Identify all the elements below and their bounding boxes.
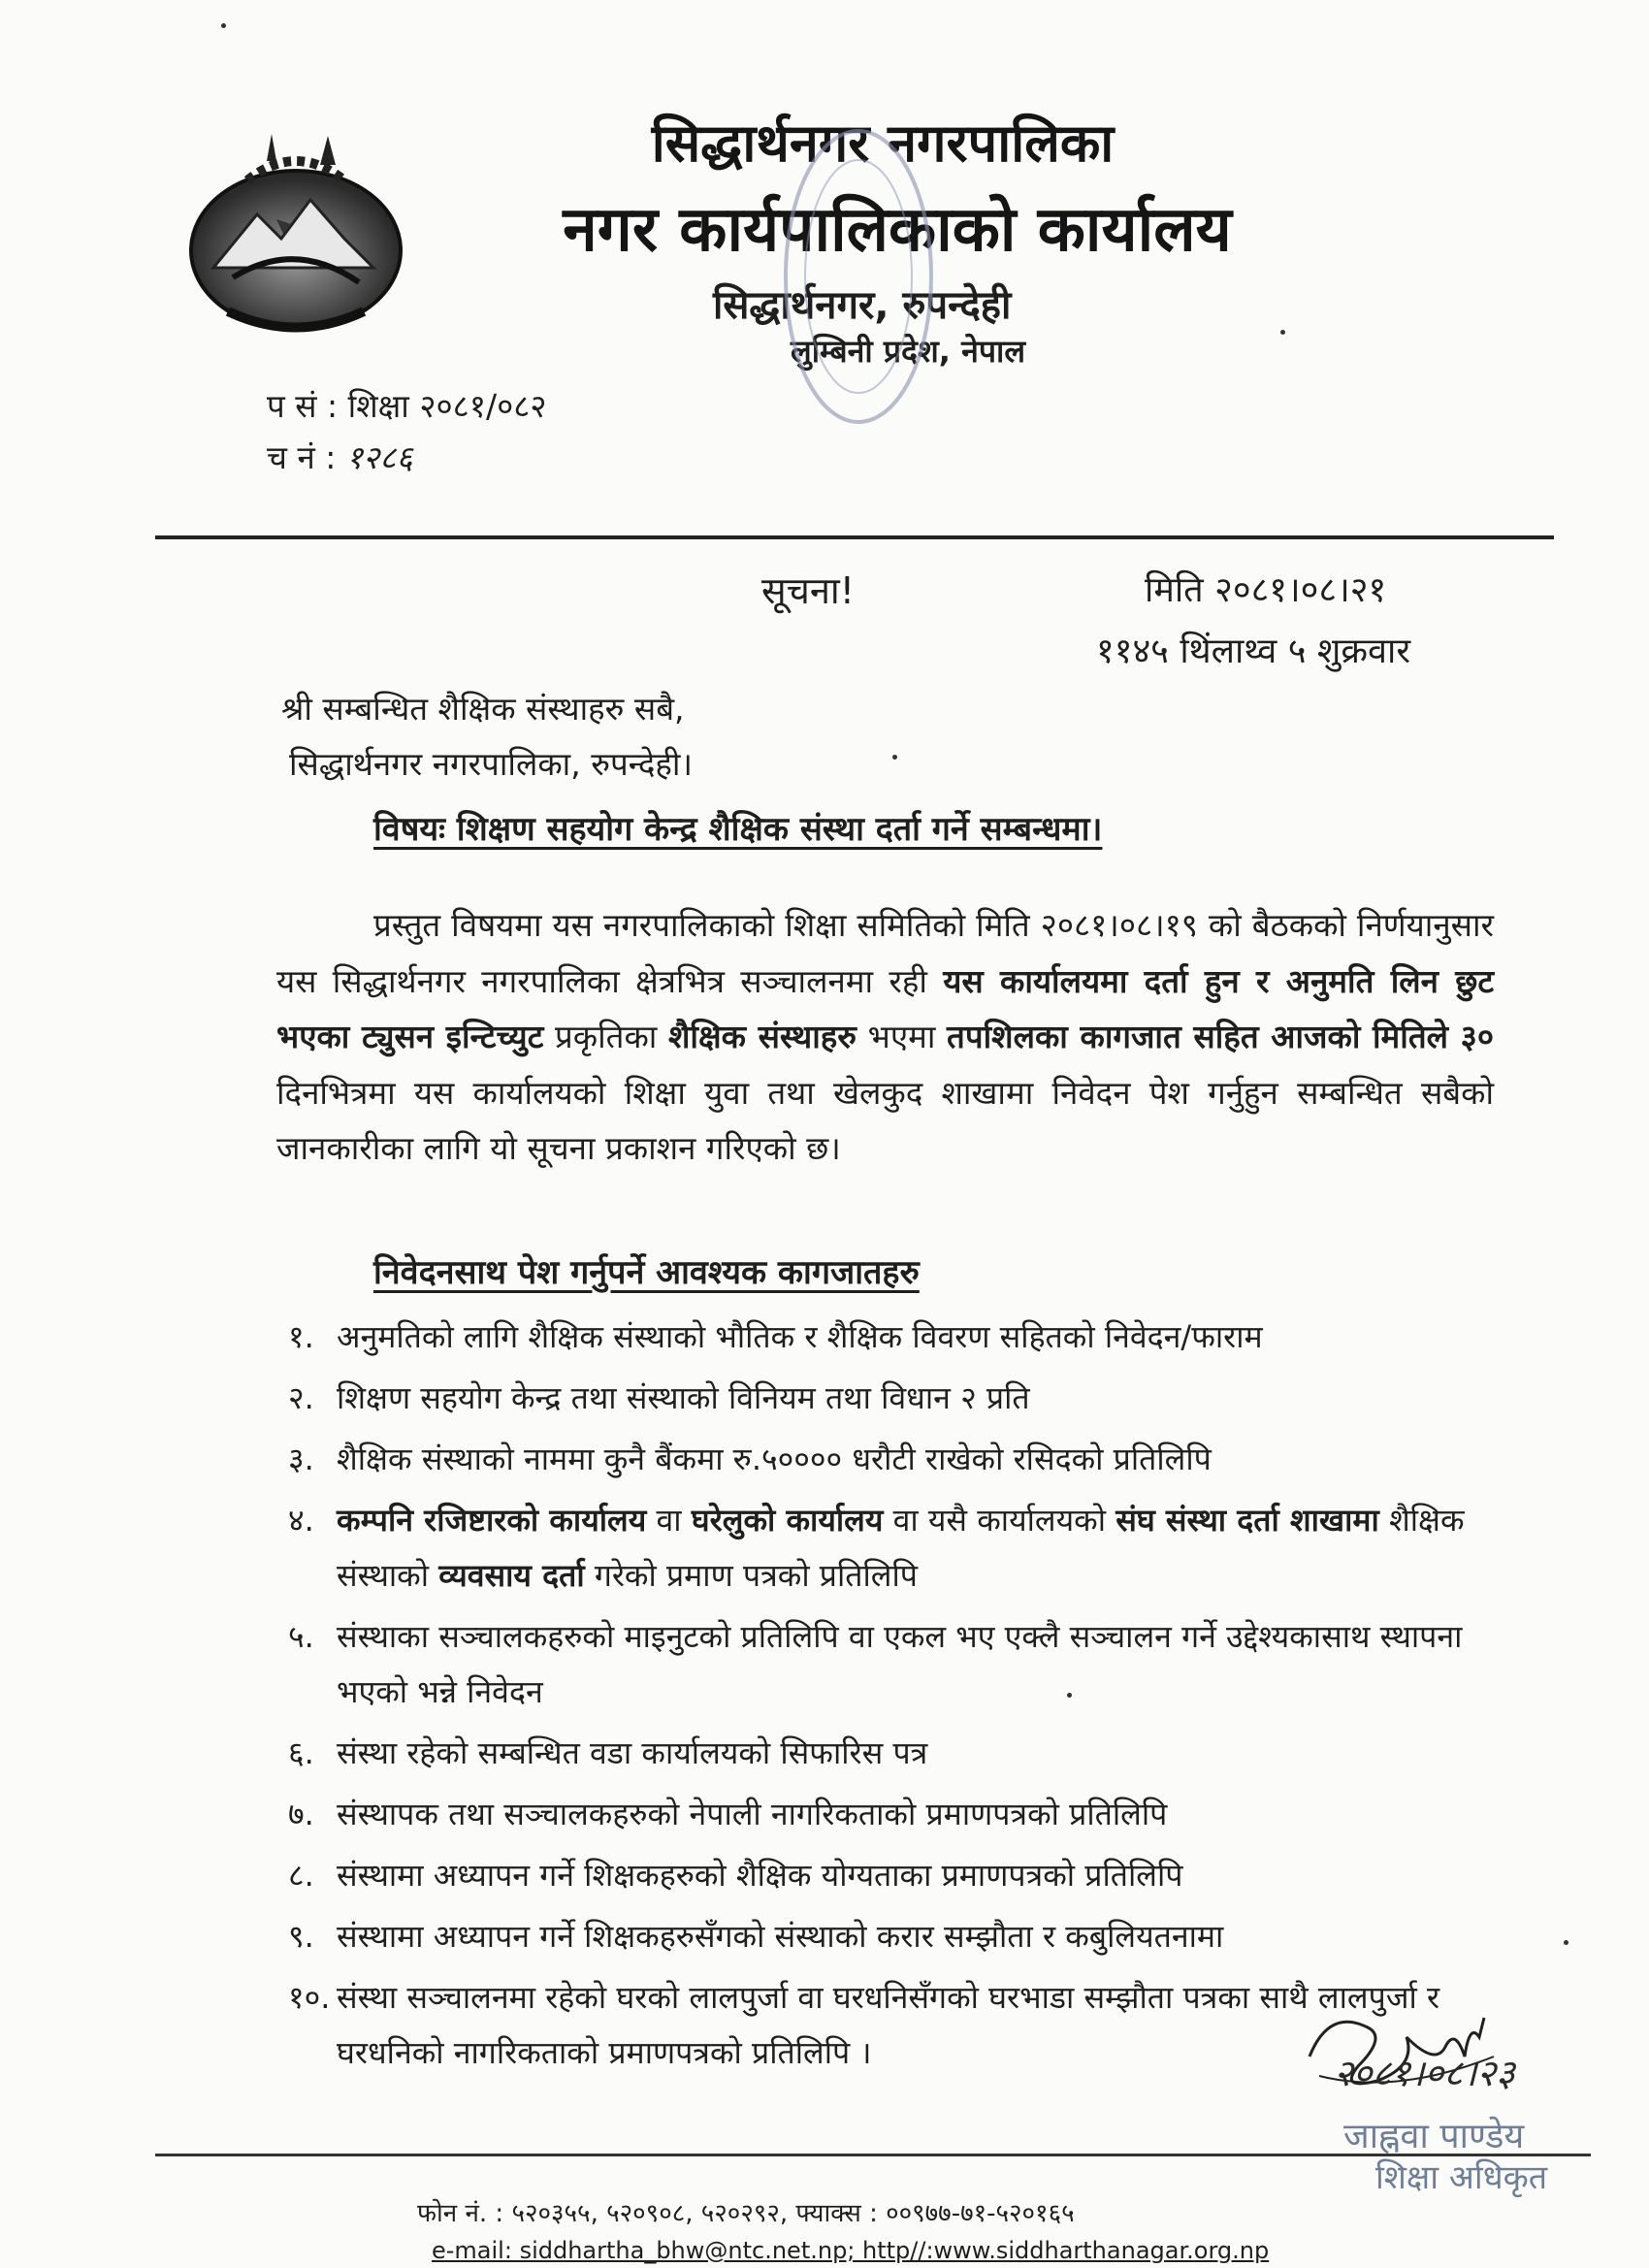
reference-cn xyxy=(267,435,413,478)
list-item-number: ७. xyxy=(288,1796,314,1832)
list-item xyxy=(288,1371,1496,1426)
list-item xyxy=(288,1493,1496,1604)
scan-speck xyxy=(1067,1693,1072,1698)
list-item xyxy=(288,1787,1496,1842)
list-item-bold: व्यवसाय दर्ता xyxy=(438,1557,585,1594)
scan-speck xyxy=(1564,1940,1568,1945)
office-province: लुम्बिनी प्रदेश, नेपाल xyxy=(791,333,1026,370)
body-paragraph xyxy=(276,897,1494,1177)
body-text-3: भएमा xyxy=(857,1018,948,1055)
list-item-text: संस्था सञ्चालनमा रहेको घरको लालपुर्जा वा घरधनिसँगको घरभाडा सम्झौता पत्रका साथै लालपुर्जा र घरधनिको नागरिकताको प्रमाणपत्रको प्रतिलिपि । xyxy=(337,1979,1440,2071)
subject-line: विषयः शिक्षण सहयोग केन्द्र शैक्षिक संस्था दर्ता गर्ने सम्बन्धमा। xyxy=(373,810,1103,849)
scan-speck xyxy=(892,755,897,760)
signatory-title: शिक्षा अधिकृत xyxy=(1375,2158,1548,2197)
body-bold-2: शैक्षिक संस्थाहरु xyxy=(667,1018,857,1055)
list-item-text: संस्थाका सञ्चालकहरुको माइनुटको प्रतिलिपि वा एकल भए एक्लै सञ्चालन गर्ने उद्देश्यकासाथ स्थापना भएको भन्ने निवेदन xyxy=(337,1618,1463,1710)
list-item-text: संस्था रहेको सम्बन्धित वडा कार्यालयको सिफारिस पत्र xyxy=(337,1734,928,1771)
list-item-bold: संघ संस्था दर्ता शाखामा xyxy=(1116,1502,1379,1539)
list-item-text: शैक्षिक संस्थाको नाममा कुनै बैंकमा रु.५०००० धरौटी राखेको रसिदको प्रतिलिपि xyxy=(337,1441,1212,1477)
list-item-text: गरेको प्रमाण पत्रको प्रतिलिपि xyxy=(584,1557,918,1594)
list-item-number: २. xyxy=(288,1379,314,1416)
notice-date: मिति २०८१।०८।२१ xyxy=(1145,570,1387,610)
notice-title: सूचना! xyxy=(761,569,855,612)
documents-list xyxy=(288,1310,1496,2081)
list-item-number: १०. xyxy=(288,1979,331,2016)
notice-date-nepal-sambat: ११४५ थिंलाथ्व ५ शुक्रवार xyxy=(1096,632,1411,671)
list-item-number: ३. xyxy=(288,1441,314,1477)
list-item-bold: घरेलुको कार्यालय xyxy=(691,1502,884,1539)
footer-contact: फोन नं. : ५२०३५५, ५२०९०८, ५२०२९२, फ्याक्स : ००९७७-७१-५२०१६५ xyxy=(417,2199,1075,2228)
list-item-number: ८. xyxy=(288,1857,314,1894)
body-text-2: प्रकृतिका xyxy=(543,1018,668,1055)
reference-ps xyxy=(267,383,547,427)
list-item xyxy=(288,1909,1496,1964)
municipality-name: सिद्धार्थनगर नगरपालिका xyxy=(651,113,1115,174)
body-bold-3: तपशिलका कागजात सहित आजको मितिले ३० xyxy=(947,1018,1494,1055)
list-item-number: ९. xyxy=(288,1918,314,1955)
list-item-number: ६. xyxy=(288,1734,314,1771)
list-item-text: संस्थामा अध्यापन गर्ने शिक्षकहरुसँगको संस्थाको करार सम्झौता र कबुलियतनामा xyxy=(337,1918,1224,1955)
list-item-text: शिक्षण सहयोग केन्द्र तथा संस्थाको विनियम तथा विधान २ प्रति xyxy=(337,1379,1030,1416)
list-item-bold: कम्पनि रजिष्टारको कार्यालय xyxy=(337,1502,647,1539)
list-item-text: संस्थापक तथा सञ्चालकहरुको नेपाली नागरिकताको प्रमाणपत्रको प्रतिलिपि xyxy=(337,1796,1168,1832)
office-location: सिद्धार्थनगर, रुपन्देही xyxy=(713,283,1012,328)
body-bold-1: यस कार्यालयमा दर्ता हुन र अनुमति लिन छुट भएका ट्युसन इन्टिच्युट xyxy=(276,961,1494,1055)
scan-speck xyxy=(221,23,226,28)
header-divider xyxy=(155,535,1554,539)
footer-web: e-mail: siddhartha_bhw@ntc.net.np; http//:www.siddharthanagar.org.np xyxy=(432,2237,1270,2264)
cn-label: च नं : xyxy=(267,438,337,476)
ps-label: प सं : xyxy=(267,387,339,425)
documents-title: निवेदनसाथ पेश गर्नुपर्ने आवश्यक कागजातहरु xyxy=(373,1253,920,1292)
list-item xyxy=(288,1609,1496,1720)
list-item-text: वा xyxy=(646,1502,692,1539)
list-item-text: अनुमतिको लागि शैक्षिक संस्थाको भौतिक र शैक्षिक विवरण सहितको निवेदन/फाराम xyxy=(337,1318,1263,1355)
list-item-text: संस्थामा अध्यापन गर्ने शिक्षकहरुको शैक्षिक योग्यताका प्रमाणपत्रको प्रतिलिपि xyxy=(337,1857,1183,1894)
list-item-number: ५. xyxy=(288,1618,314,1655)
list-item-text: शैक्षिक संस्थाको xyxy=(337,1502,1465,1594)
office-stamp xyxy=(776,116,941,437)
body-text-4: दिनभित्रमा यस कार्यालयको शिक्षा युवा तथा खेलकुद शाखामा निवेदन पेश गर्नुहुन सम्बन्धित सबैको जानकारीका लागि यो सूचना प्रकाशन गरिएको छ। xyxy=(276,1073,1494,1167)
list-item xyxy=(288,1432,1496,1487)
scan-speck xyxy=(1280,330,1285,335)
list-item-text: वा यसै कार्यालयको xyxy=(883,1502,1116,1539)
list-item xyxy=(288,1726,1496,1781)
signature-date: २०८१।०८।२३ xyxy=(1334,2052,1515,2094)
addressee-line-1: श्री सम्बन्धित शैक्षिक संस्थाहरु सबै, xyxy=(281,690,685,728)
list-item-number: १. xyxy=(288,1318,314,1355)
cn-value: १२८६ xyxy=(345,438,413,476)
office-name: नगर कार्यपालिकाको कार्यालय xyxy=(563,194,1232,266)
body-text-1: प्रस्तुत विषयमा यस नगरपालिकाको शिक्षा समितिको मिति २०८१।०८।१९ को बैठकको निर्णयानुसार यस सिद्धार्थनगर नगरपालिका क्षेत्रभित्र सञ्चालनमा रही xyxy=(276,906,1494,1000)
ps-value: शिक्षा २०८१/०८२ xyxy=(347,387,547,425)
footer-divider xyxy=(155,2154,1591,2156)
list-item xyxy=(288,1848,1496,1903)
list-item-number: ४. xyxy=(288,1502,314,1539)
list-item xyxy=(288,1310,1496,1365)
signatory-name: जाह्नवा पाण्डेय xyxy=(1343,2117,1525,2156)
addressee-line-2: सिद्धार्थनगर नगरपालिका, रुपन्देही। xyxy=(289,745,693,783)
